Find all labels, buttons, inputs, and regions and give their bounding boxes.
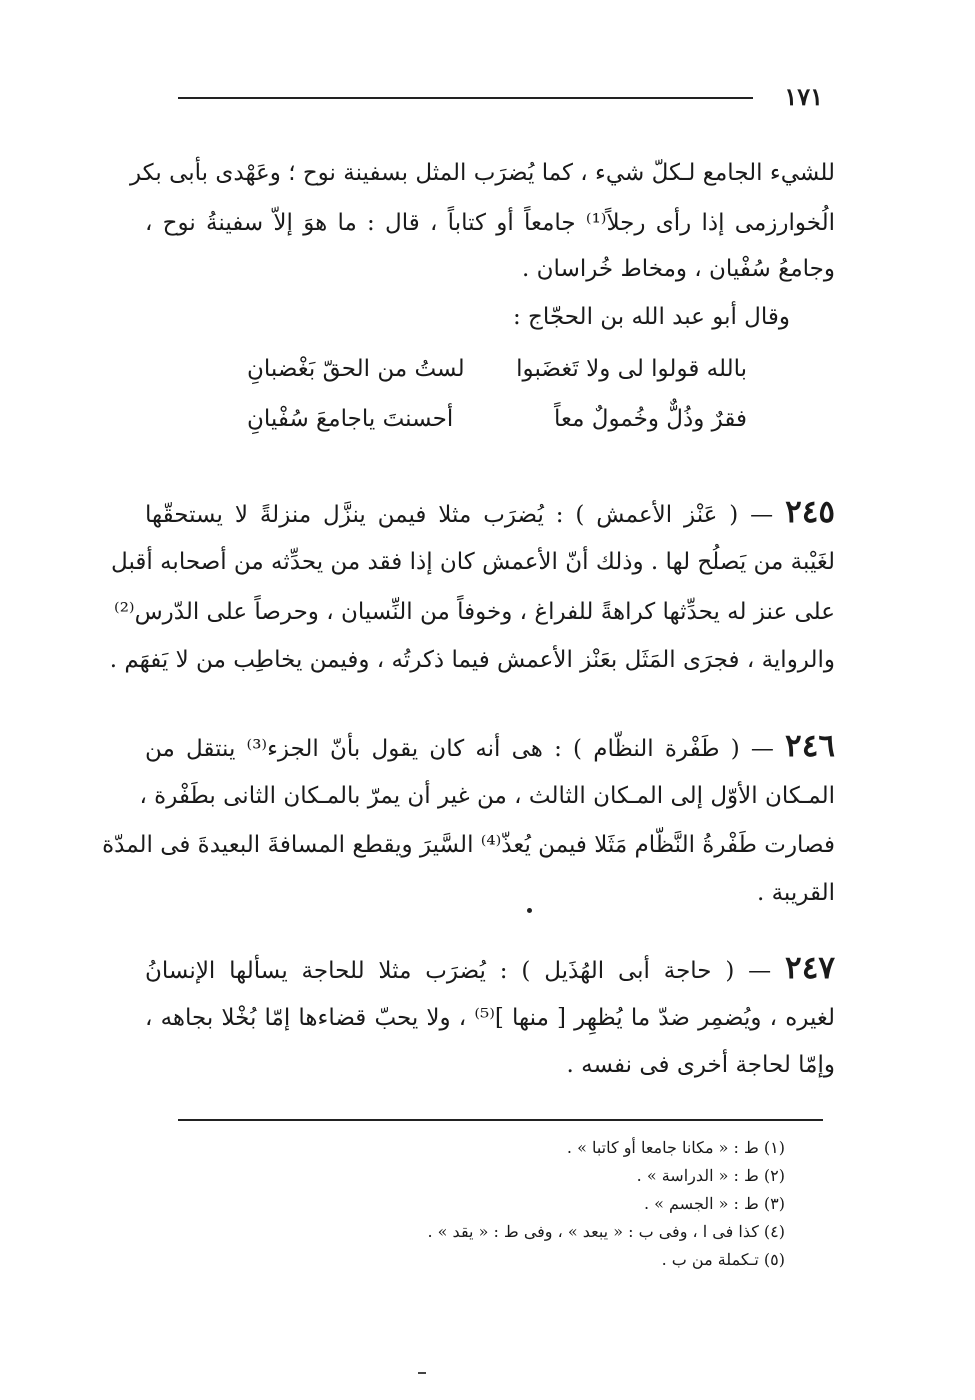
verse-first-hemistich: بالله قولوا لى ولا تَغضَبوا [516, 356, 747, 382]
page-header [178, 82, 823, 112]
verse-second-hemistich: أحسنتَ ياجامعَ سُفْيانِ [247, 406, 454, 432]
body-line: وجامعُ سُفْيان ، ومخاط خُراسان . [522, 256, 835, 282]
entry-text: — ( طَفْرة النظّام ) : هى أنه كان يقول بأنّ الجزء⁽³⁾ ينتقل من [145, 736, 774, 762]
body-line: المـكان الأوّل إلى المـكان الثالث ، من غير أن يمرّ بالمـكان الثانى بطَفْرة ، [139, 783, 835, 809]
entry-number: ٢٤٥ [785, 494, 836, 530]
page-number: ١٧١ [784, 82, 823, 111]
entry-number: ٢٤٧ [785, 950, 835, 986]
footnote: (١) ط : « مكانا جامعا أو كاتبا » . [566, 1138, 785, 1157]
body-line: على عنز له يحدِّثها كراهةً للفراغ ، وخوفاً من النِّسيان ، وحرصاً على الدّرس⁽²⁾ [114, 599, 835, 625]
poem-intro: وقال أبو عبد الله بن الحجّاج : [512, 304, 790, 330]
verse-second-hemistich: لستُ من الحقّ بَغْضبانِ [247, 356, 465, 382]
footnote-rule [178, 1119, 823, 1121]
entry-247-heading-line [145, 950, 835, 986]
footnote: (٥) تـكملة من ب . [661, 1250, 785, 1269]
stray-dot [527, 908, 532, 913]
body-line: لغيره ، ويُضمِر ضدّ ما يُظهِر [ منها ]⁽⁵⁾ ، ولا يحبّ قضاءها إمّا بُخْلا بجاهه ، [145, 1005, 835, 1031]
body-line: لغَيْبة من يَصلُح لها . وذلك أنّ الأعمش كان إذا فقد من يحدِّثه من أصحابه أقبل [111, 549, 835, 575]
entry-text: — ( حاجة أبى الهُذَيل ) : يُضرَب مثلا للحاجة يسألها الإنسانُ [145, 958, 772, 984]
footnote: (٢) ط : « الدراسة » . [636, 1166, 785, 1185]
entry-246-heading-line [145, 728, 835, 764]
body-line: وإمّا لحاجة أخرى فى نفسه . [566, 1052, 835, 1078]
entry-245-heading-line [145, 494, 836, 530]
body-line: فصارت طَفْرةُ النَّظّام مَثَلا فيمن يُعذّ⁽⁴⁾ السَّيرَ ويقطع المسافةَ البعيدةَ فى المدّة [102, 832, 835, 858]
body-line: الُخوارزمى إذا رأى رجلاً⁽¹⁾ جامعاً أو كتاباً ، قال : ما هوَ إلاّ سفينةُ نوح ، [145, 210, 835, 236]
body-line: للشيء الجامع لـكلّ شيء ، كما يُضرَب المثل بسفينة نوح ؛ وعَهْدى بأبى بكر [129, 160, 835, 186]
stray-mark [418, 1372, 426, 1374]
body-line: القريبة . [756, 880, 835, 906]
verse-first-hemistich: فقرٌ وذُلٌّ وخُمولٌ معاً [554, 406, 747, 432]
entry-text: — ( عَنْز الأعمش ) : يُضرَب مثلا فيمن ينزَّل منزلةً لا يستحقّها [145, 502, 774, 528]
footnote: (٤) كذا فى ا ، وفى ب : « يبعد » ، وفى ط : « يقد » . [427, 1222, 785, 1241]
footnote: (٣) ط : « الجسم » . [643, 1194, 785, 1213]
body-line: والرواية ، فجرَى المَثَل بعَنْز الأعمش فيما ذكرتُه ، وفيمن يخاطِب من لا يَفهَم . [109, 647, 835, 673]
entry-number: ٢٤٦ [785, 728, 835, 764]
header-rule [178, 97, 753, 99]
